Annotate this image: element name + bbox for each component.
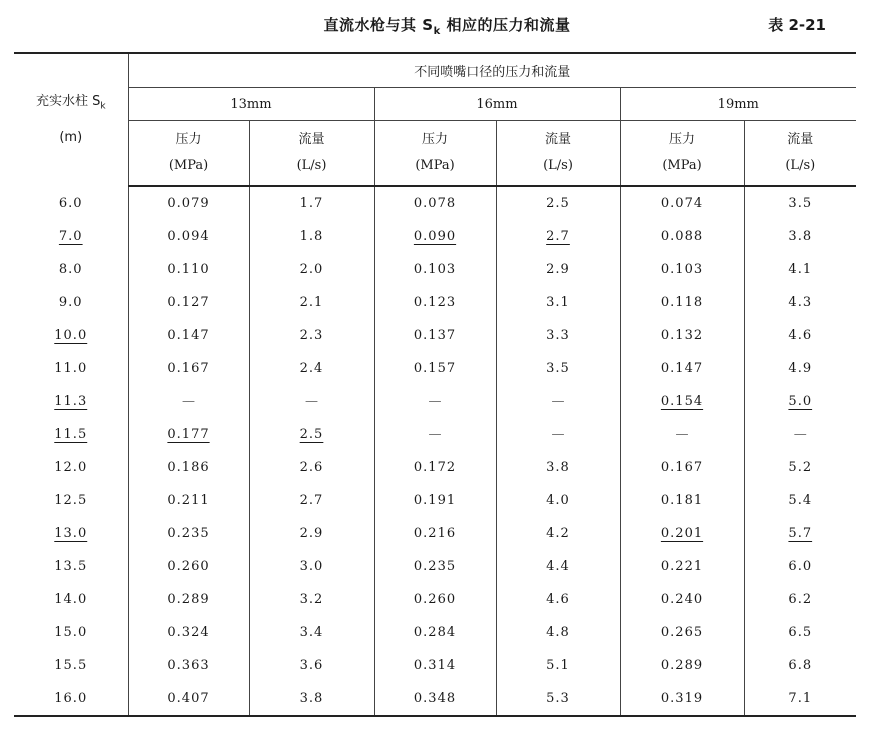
- pressure-16mm-cell: 0.348: [374, 682, 496, 716]
- water-column-cell: 7.0: [14, 220, 128, 253]
- flow-16mm-cell: 4.2: [496, 517, 620, 550]
- flow-19mm-cell: 6.5: [788, 625, 813, 640]
- table-row: [14, 385, 856, 418]
- flow-header: [744, 121, 856, 187]
- table-row: [14, 451, 856, 484]
- flow-16mm-cell: 4.0: [496, 484, 620, 517]
- water-column-cell: 15.0: [14, 616, 128, 649]
- pressure-header: [374, 121, 496, 187]
- flow-19mm-cell: 4.3: [788, 295, 813, 310]
- water-column-cell: 12.5: [14, 484, 128, 517]
- table-row: [14, 484, 856, 517]
- flow-19mm-cell: 4.6: [788, 328, 813, 343]
- pressure-13mm-cell: 0.147: [128, 319, 249, 352]
- table-row: [14, 418, 856, 451]
- pressure-16mm-cell: 0.172: [374, 451, 496, 484]
- pressure-header: [620, 121, 744, 187]
- water-column-cell: 10.0: [14, 319, 128, 352]
- flow-header: [496, 121, 620, 187]
- flow-19mm-cell: 3.8: [788, 229, 813, 244]
- water-column-cell: 13.5: [14, 550, 128, 583]
- water-column-cell: 8.0: [14, 253, 128, 286]
- water-column-cell: 11.3: [14, 385, 128, 418]
- pressure-19mm-cell: 0.118: [620, 286, 744, 319]
- row-header-unit: (m): [59, 130, 83, 146]
- flow-19mm-cell: 5.7: [788, 526, 813, 541]
- pressure-13mm-cell: 0.127: [128, 286, 249, 319]
- flow-19mm-cell: 4.1: [788, 262, 813, 277]
- flow-13mm-cell: 2.7: [249, 484, 374, 517]
- table-row: [14, 186, 856, 220]
- pressure-16mm-cell: 0.103: [374, 253, 496, 286]
- pressure-16mm-cell: 0.216: [374, 517, 496, 550]
- pressure-header: [128, 121, 249, 187]
- pressure-19mm-cell: 0.088: [620, 220, 744, 253]
- pressure-16mm-cell: 0.137: [374, 319, 496, 352]
- row-header-cell: [14, 53, 128, 186]
- flow-16mm-cell: 4.8: [496, 616, 620, 649]
- flow-13mm-cell: 2.0: [249, 253, 374, 286]
- flow-16mm-cell: 3.3: [496, 319, 620, 352]
- flow-16mm-cell: 3.1: [496, 286, 620, 319]
- flow-13mm-cell: 2.1: [249, 286, 374, 319]
- group-header: 不同喷嘴口径的压力和流量: [128, 53, 856, 88]
- flow-19mm-cell: 5.4: [788, 493, 813, 508]
- flow-16mm-cell: 2.5: [496, 186, 620, 220]
- flow-13mm-cell: 2.9: [249, 517, 374, 550]
- pressure-19mm-cell: 0.167: [620, 451, 744, 484]
- flow-13mm-cell: 3.6: [249, 649, 374, 682]
- flow-13mm-cell: 3.4: [249, 616, 374, 649]
- water-column-cell: 11.5: [14, 418, 128, 451]
- flow-unit: (L/s): [543, 158, 573, 173]
- pressure-unit: (MPa): [415, 158, 455, 173]
- flow-19mm-cell: 5.2: [788, 460, 813, 475]
- water-column-cell: 12.0: [14, 451, 128, 484]
- flow-19mm-cell: 6.0: [788, 559, 813, 574]
- flow-16mm-cell: 4.4: [496, 550, 620, 583]
- diameter-header: 16mm: [374, 88, 620, 121]
- pressure-16mm-cell: 0.235: [374, 550, 496, 583]
- pressure-16mm-cell: 0.078: [374, 186, 496, 220]
- table-row: [14, 286, 856, 319]
- water-column-cell: 13.0: [14, 517, 128, 550]
- pressure-13mm-cell: 0.177: [128, 418, 249, 451]
- pressure-13mm-cell: 0.289: [128, 583, 249, 616]
- pressure-19mm-cell: 0.201: [620, 517, 744, 550]
- flow-13mm-cell: 2.3: [249, 319, 374, 352]
- flow-19mm-cell: 5.0: [788, 394, 813, 409]
- flow-13mm-cell: 1.8: [249, 220, 374, 253]
- pressure-flow-table: [14, 52, 856, 717]
- flow-13mm-cell: 3.2: [249, 583, 374, 616]
- pressure-19mm-cell: 0.221: [620, 550, 744, 583]
- pressure-13mm-cell: 0.407: [128, 682, 249, 716]
- pressure-unit: (MPa): [168, 158, 209, 173]
- water-column-cell: 6.0: [14, 186, 128, 220]
- pressure-13mm-cell: 0.235: [128, 517, 249, 550]
- pressure-13mm-cell: 0.167: [128, 352, 249, 385]
- table-row: [14, 682, 856, 716]
- pressure-19mm-cell: 0.181: [620, 484, 744, 517]
- flow-16mm-cell: 3.5: [496, 352, 620, 385]
- pressure-label: 压力: [175, 132, 202, 147]
- diameter-header: 19mm: [620, 88, 856, 121]
- pressure-19mm-cell: 0.103: [620, 253, 744, 286]
- flow-16mm-cell: —: [496, 418, 620, 451]
- flow-19mm-cell: 6.2: [788, 592, 813, 607]
- flow-13mm-cell: —: [249, 385, 374, 418]
- pressure-16mm-cell: 0.123: [374, 286, 496, 319]
- flow-label: 流量: [787, 132, 814, 147]
- pressure-16mm-cell: 0.090: [374, 220, 496, 253]
- pressure-16mm-cell: —: [374, 418, 496, 451]
- pressure-19mm-cell: 0.265: [620, 616, 744, 649]
- pressure-13mm-cell: 0.211: [128, 484, 249, 517]
- flow-19mm-cell: 3.5: [788, 196, 813, 211]
- pressure-13mm-cell: 0.110: [128, 253, 249, 286]
- table-row: [14, 583, 856, 616]
- flow-16mm-cell: 5.1: [496, 649, 620, 682]
- table-row: [14, 649, 856, 682]
- water-column-cell: 11.0: [14, 352, 128, 385]
- water-column-cell: 9.0: [14, 286, 128, 319]
- row-header-text: 充实水柱 S: [35, 93, 101, 109]
- pressure-13mm-cell: 0.186: [128, 451, 249, 484]
- pressure-16mm-cell: 0.314: [374, 649, 496, 682]
- flow-19mm-cell: 6.8: [788, 658, 813, 673]
- table-title: [0, 14, 894, 37]
- flow-16mm-cell: —: [496, 385, 620, 418]
- pressure-19mm-cell: 0.132: [620, 319, 744, 352]
- pressure-13mm-cell: 0.260: [128, 550, 249, 583]
- table-row: [14, 517, 856, 550]
- table-row: [14, 616, 856, 649]
- table-row: [14, 550, 856, 583]
- table-title-tail: 相应的压力和流量: [440, 16, 571, 34]
- water-column-cell: 16.0: [14, 682, 128, 716]
- flow-13mm-cell: 3.0: [249, 550, 374, 583]
- pressure-13mm-cell: 0.324: [128, 616, 249, 649]
- table-number: 表 2-21: [768, 16, 826, 34]
- pressure-19mm-cell: 0.319: [620, 682, 744, 716]
- pressure-label: 压力: [668, 132, 695, 147]
- pressure-19mm-cell: 0.289: [620, 649, 744, 682]
- flow-13mm-cell: 1.7: [249, 186, 374, 220]
- table-row: [14, 253, 856, 286]
- pressure-16mm-cell: 0.157: [374, 352, 496, 385]
- flow-19mm-cell: —: [793, 427, 807, 442]
- table-row: [14, 220, 856, 253]
- diameter-header: 13mm: [128, 88, 374, 121]
- flow-16mm-cell: 2.9: [496, 253, 620, 286]
- pressure-16mm-cell: 0.260: [374, 583, 496, 616]
- water-column-cell: 14.0: [14, 583, 128, 616]
- flow-19mm-cell: 4.9: [788, 361, 813, 376]
- flow-unit: (L/s): [296, 158, 327, 173]
- flow-16mm-cell: 5.3: [496, 682, 620, 716]
- flow-label: 流量: [544, 132, 571, 147]
- pressure-16mm-cell: 0.284: [374, 616, 496, 649]
- flow-13mm-cell: 3.8: [249, 682, 374, 716]
- flow-16mm-cell: 2.7: [496, 220, 620, 253]
- pressure-13mm-cell: 0.094: [128, 220, 249, 253]
- flow-19mm-cell: 7.1: [788, 691, 813, 706]
- flow-header: [249, 121, 374, 187]
- water-column-cell: 15.5: [14, 649, 128, 682]
- table-body: [14, 186, 856, 716]
- flow-16mm-cell: 4.6: [496, 583, 620, 616]
- flow-13mm-cell: 2.6: [249, 451, 374, 484]
- pressure-unit: (MPa): [662, 158, 702, 173]
- pressure-13mm-cell: 0.363: [128, 649, 249, 682]
- row-header-label: [14, 86, 128, 123]
- pressure-16mm-cell: —: [374, 385, 496, 418]
- row-header-subscript: k: [100, 101, 106, 112]
- flow-16mm-cell: 3.8: [496, 451, 620, 484]
- table-title-subscript: k: [433, 26, 441, 37]
- pressure-label: 压力: [421, 132, 448, 147]
- flow-unit: (L/s): [785, 158, 816, 173]
- flow-13mm-cell: 2.5: [249, 418, 374, 451]
- pressure-19mm-cell: 0.154: [620, 385, 744, 418]
- pressure-19mm-cell: 0.147: [620, 352, 744, 385]
- flow-label: 流量: [298, 132, 325, 147]
- pressure-19mm-cell: 0.240: [620, 583, 744, 616]
- table-row: [14, 352, 856, 385]
- flow-13mm-cell: 2.4: [249, 352, 374, 385]
- pressure-19mm-cell: —: [620, 418, 744, 451]
- pressure-19mm-cell: 0.074: [620, 186, 744, 220]
- pressure-13mm-cell: 0.079: [128, 186, 249, 220]
- title-bar: [0, 14, 894, 44]
- pressure-16mm-cell: 0.191: [374, 484, 496, 517]
- table-row: [14, 319, 856, 352]
- table-header: [14, 53, 856, 186]
- table-title-main: 直流水枪与其 S: [323, 16, 434, 34]
- pressure-13mm-cell: —: [128, 385, 249, 418]
